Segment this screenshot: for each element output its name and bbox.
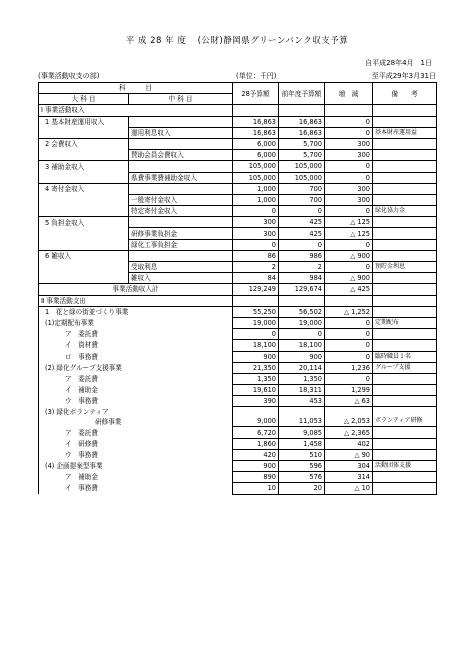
table-row (39, 239, 437, 250)
budget-cell: 19,000 (233, 317, 279, 328)
prev-cell (279, 105, 325, 116)
note-cell: 活動団体支援 (373, 461, 437, 472)
document-title (0, 34, 474, 46)
budget-cell: 105,000 (233, 172, 279, 183)
minor-label: 特定寄付金収入 (129, 206, 233, 217)
note-cell (373, 483, 437, 494)
diff-cell: 304 (325, 461, 373, 472)
prev-cell: 1,458 (279, 438, 325, 449)
budget-cell: 0 (233, 206, 279, 217)
section-label: Ⅱ 事業活動支出 (39, 295, 233, 306)
item-label: (2) 緑化グループ支援事業 (39, 362, 233, 373)
budget-cell: 129,249 (233, 284, 279, 295)
item-label: ウ 事務費 (39, 396, 233, 407)
prev-cell: 510 (279, 449, 325, 460)
table-row (39, 438, 437, 449)
prev-cell: 0 (279, 239, 325, 250)
table-row (39, 250, 437, 261)
diff-cell: △ 125 (325, 228, 373, 239)
diff-cell: 1,236 (325, 362, 373, 373)
diff-cell: △ 900 (325, 273, 373, 284)
budget-cell: 900 (233, 351, 279, 362)
table-row (39, 228, 437, 239)
diff-cell: △ 125 (325, 217, 373, 228)
note-cell (373, 427, 437, 438)
note-cell (373, 250, 437, 261)
budget-cell: 890 (233, 472, 279, 483)
diff-cell (325, 295, 373, 306)
item-label: イ 資材費 (39, 340, 233, 351)
date-from: 自平成28年4月 1日 (365, 59, 432, 67)
item-label: (1)定期配布事業 (39, 317, 233, 328)
budget-cell (233, 105, 279, 116)
major-label: 4 寄付金収入 (39, 183, 129, 194)
budget-cell: 6,000 (233, 138, 279, 149)
table-row (39, 306, 437, 317)
table-row (39, 138, 437, 149)
diff-cell: 402 (325, 438, 373, 449)
budget-cell: 84 (233, 273, 279, 284)
prev-cell: 11,053 (279, 407, 325, 427)
note-cell (373, 295, 437, 306)
minor-label: 雑収入 (129, 273, 233, 284)
prev-cell: 576 (279, 472, 325, 483)
header-prev: 前年度予算額 (279, 83, 325, 105)
budget-cell: 16,863 (233, 116, 279, 127)
diff-cell: 0 (325, 340, 373, 351)
budget-cell: 2 (233, 262, 279, 273)
diff-cell: 0 (325, 351, 373, 362)
item-label: 1 花と緑の街並づくり事業 (39, 306, 233, 317)
diff-cell: △ 2,365 (325, 427, 373, 438)
diff-cell: △ 63 (325, 396, 373, 407)
prev-cell: 5,700 (279, 138, 325, 149)
diff-cell: △ 2,053 (325, 407, 373, 427)
table-row (39, 150, 437, 161)
note-cell (373, 183, 437, 194)
diff-cell: 300 (325, 138, 373, 149)
note-cell (373, 105, 437, 116)
header-minor: 中 科 目 (129, 94, 233, 105)
diff-cell: 0 (325, 262, 373, 273)
note-cell (373, 217, 437, 228)
major-label: 2 会費収入 (39, 138, 129, 149)
budget-cell: 10 (233, 483, 279, 494)
diff-cell: △ 900 (325, 250, 373, 261)
diff-cell: 0 (325, 373, 373, 384)
note-cell (373, 329, 437, 340)
note-cell (373, 172, 437, 183)
note-cell (373, 194, 437, 205)
note-cell (373, 284, 437, 295)
table-row (39, 385, 437, 396)
budget-cell: 300 (233, 228, 279, 239)
budget-cell: 105,000 (233, 161, 279, 172)
minor-label (129, 250, 233, 261)
prev-cell: 105,000 (279, 161, 325, 172)
table-row (39, 373, 437, 384)
note-cell (373, 138, 437, 149)
diff-cell (325, 105, 373, 116)
prev-cell: 56,502 (279, 306, 325, 317)
prev-cell: 16,863 (279, 116, 325, 127)
note-cell: 基本財産運用益 (373, 127, 437, 138)
table-row (39, 284, 437, 295)
major-label: 1 基本財産運用収入 (39, 116, 129, 127)
header-major: 大 科 目 (39, 94, 129, 105)
budget-cell: 1,000 (233, 194, 279, 205)
item-label: ロ 事務費 (39, 351, 233, 362)
table-row (39, 340, 437, 351)
diff-cell: 0 (325, 206, 373, 217)
prev-cell: 5,700 (279, 150, 325, 161)
diff-cell: 300 (325, 194, 373, 205)
diff-cell: 0 (325, 239, 373, 250)
budget-cell: 86 (233, 250, 279, 261)
note-cell: ボランティア研修 (373, 407, 437, 427)
prev-cell (279, 295, 325, 306)
fiscal-year: 平 成 28 年 度 (125, 36, 187, 46)
diff-cell: △ 1,252 (325, 306, 373, 317)
diff-cell: 300 (325, 150, 373, 161)
budget-cell: 1,860 (233, 438, 279, 449)
header-budget28: 28予算額 (233, 83, 279, 105)
table-row (39, 183, 437, 194)
diff-cell: 1,299 (325, 385, 373, 396)
budget-cell: 6,000 (233, 150, 279, 161)
budget-cell: 16,863 (233, 127, 279, 138)
minor-label (129, 161, 233, 172)
minor-label: 県費事業費補助金収入 (129, 172, 233, 183)
table-row (39, 317, 437, 328)
item-label: イ 事務費 (39, 483, 233, 494)
table-row (39, 206, 437, 217)
item-label-line2: 研修事業 (95, 417, 122, 426)
budget-table (38, 82, 437, 495)
diff-cell: 0 (325, 161, 373, 172)
note-cell (373, 150, 437, 161)
item-label (39, 407, 233, 427)
organization-title: (公財)静岡県グリーンバンク収支予算 (197, 36, 349, 46)
note-cell (373, 396, 437, 407)
item-label: イ 研修費 (39, 438, 233, 449)
prev-cell: 0 (279, 206, 325, 217)
diff-cell: 0 (325, 329, 373, 340)
table-row (39, 105, 437, 116)
table-row (39, 472, 437, 483)
diff-cell: 0 (325, 116, 373, 127)
item-label: (4) 企画提案型事業 (39, 461, 233, 472)
budget-cell: 0 (233, 329, 279, 340)
budget-cell: 390 (233, 396, 279, 407)
diff-cell: △ 425 (325, 284, 373, 295)
minor-label (129, 138, 233, 149)
note-cell (373, 373, 437, 384)
note-cell: グループ支援 (373, 362, 437, 373)
minor-label: 賛助会員会費収入 (129, 150, 233, 161)
budget-cell: 55,250 (233, 306, 279, 317)
major-spacer (39, 262, 129, 273)
note-cell: 預貯金利息 (373, 262, 437, 273)
header-account: 科 目 (39, 83, 233, 94)
note-cell (373, 116, 437, 127)
table-row (39, 362, 437, 373)
table-row (39, 127, 437, 138)
prev-cell: 9,085 (279, 427, 325, 438)
major-label: 6 雑収入 (39, 250, 129, 261)
table-row (39, 217, 437, 228)
table-row (39, 407, 437, 427)
diff-cell: 0 (325, 172, 373, 183)
table-row (39, 116, 437, 127)
note-cell: 臨時職員１名 (373, 351, 437, 362)
major-label: 3 補助金収入 (39, 161, 129, 172)
prev-cell: 986 (279, 250, 325, 261)
table-row (39, 396, 437, 407)
budget-cell: 300 (233, 217, 279, 228)
note-cell (373, 340, 437, 351)
diff-cell: △ 90 (325, 449, 373, 460)
item-label: ア 補助金 (39, 472, 233, 483)
table-row (39, 351, 437, 362)
minor-label: 研修事業負担金 (129, 228, 233, 239)
major-spacer (39, 239, 129, 250)
minor-label: 緑化工事負担金 (129, 239, 233, 250)
header-diff: 増 減 (325, 83, 373, 105)
budget-cell: 18,100 (233, 340, 279, 351)
prev-cell: 984 (279, 273, 325, 284)
item-label: ウ 事務費 (39, 449, 233, 460)
major-spacer (39, 273, 129, 284)
prev-cell: 425 (279, 228, 325, 239)
table-row (39, 295, 437, 306)
budget-cell (233, 295, 279, 306)
table-row (39, 483, 437, 494)
table-row (39, 427, 437, 438)
budget-cell: 1,000 (233, 183, 279, 194)
budget-cell: 6,720 (233, 427, 279, 438)
budget-cell: 1,350 (233, 373, 279, 384)
major-spacer (39, 194, 129, 205)
minor-label: 受取利息 (129, 262, 233, 273)
table-row (39, 172, 437, 183)
budget-cell: 900 (233, 461, 279, 472)
budget-cell: 9,000 (233, 407, 279, 427)
minor-label: 運用利息収入 (129, 127, 233, 138)
minor-label (129, 116, 233, 127)
diff-cell: 0 (325, 127, 373, 138)
item-label: イ 補助金 (39, 385, 233, 396)
diff-cell: 0 (325, 317, 373, 328)
prev-cell: 700 (279, 194, 325, 205)
table-row (39, 161, 437, 172)
item-label-line1: (3) 緑化ボランティア (45, 407, 109, 416)
diff-cell: 314 (325, 472, 373, 483)
prev-cell: 0 (279, 329, 325, 340)
budget-cell: 21,350 (233, 362, 279, 373)
date-to: 至平成29年3月31日 (371, 72, 436, 80)
prev-cell: 453 (279, 396, 325, 407)
section-title: (事業活動収支の部) (38, 72, 100, 80)
minor-label: 一般寄付金収入 (129, 194, 233, 205)
note-cell (373, 273, 437, 284)
major-spacer (39, 228, 129, 239)
item-label: ア 委託費 (39, 427, 233, 438)
note-cell (373, 306, 437, 317)
table-row (39, 449, 437, 460)
table-row (39, 194, 437, 205)
prev-cell: 1,350 (279, 373, 325, 384)
diff-cell: 300 (325, 183, 373, 194)
major-spacer (39, 172, 129, 183)
total-label: 事業活動収入計 (39, 284, 233, 295)
prev-cell: 18,100 (279, 340, 325, 351)
minor-label (129, 217, 233, 228)
note-cell: 緑化協力金 (373, 206, 437, 217)
unit-label: (単位：千円) (236, 72, 277, 80)
prev-cell: 2 (279, 262, 325, 273)
header-note: 備 考 (373, 83, 437, 105)
prev-cell: 425 (279, 217, 325, 228)
budget-cell: 19,610 (233, 385, 279, 396)
section-label: Ⅰ 事業活動収入 (39, 105, 233, 116)
major-spacer (39, 150, 129, 161)
note-cell (373, 385, 437, 396)
minor-label (129, 183, 233, 194)
prev-cell: 900 (279, 351, 325, 362)
note-cell: 定期配布 (373, 317, 437, 328)
major-spacer (39, 127, 129, 138)
budget-cell: 420 (233, 449, 279, 460)
table-row (39, 461, 437, 472)
major-label: 5 負担金収入 (39, 217, 129, 228)
prev-cell: 105,000 (279, 172, 325, 183)
note-cell (373, 228, 437, 239)
prev-cell: 700 (279, 183, 325, 194)
note-cell (373, 239, 437, 250)
note-cell (373, 438, 437, 449)
table-row (39, 262, 437, 273)
prev-cell: 596 (279, 461, 325, 472)
prev-cell: 20,114 (279, 362, 325, 373)
major-spacer (39, 206, 129, 217)
table-body (39, 105, 437, 494)
note-cell (373, 449, 437, 460)
note-cell (373, 472, 437, 483)
prev-cell: 20 (279, 483, 325, 494)
item-label: ア 委託費 (39, 373, 233, 384)
note-cell (373, 161, 437, 172)
item-label: ア 委託費 (39, 329, 233, 340)
table-row (39, 273, 437, 284)
prev-cell: 19,000 (279, 317, 325, 328)
diff-cell: △ 10 (325, 483, 373, 494)
table-row (39, 329, 437, 340)
prev-cell: 129,674 (279, 284, 325, 295)
prev-cell: 18,311 (279, 385, 325, 396)
budget-cell: 0 (233, 239, 279, 250)
prev-cell: 16,863 (279, 127, 325, 138)
